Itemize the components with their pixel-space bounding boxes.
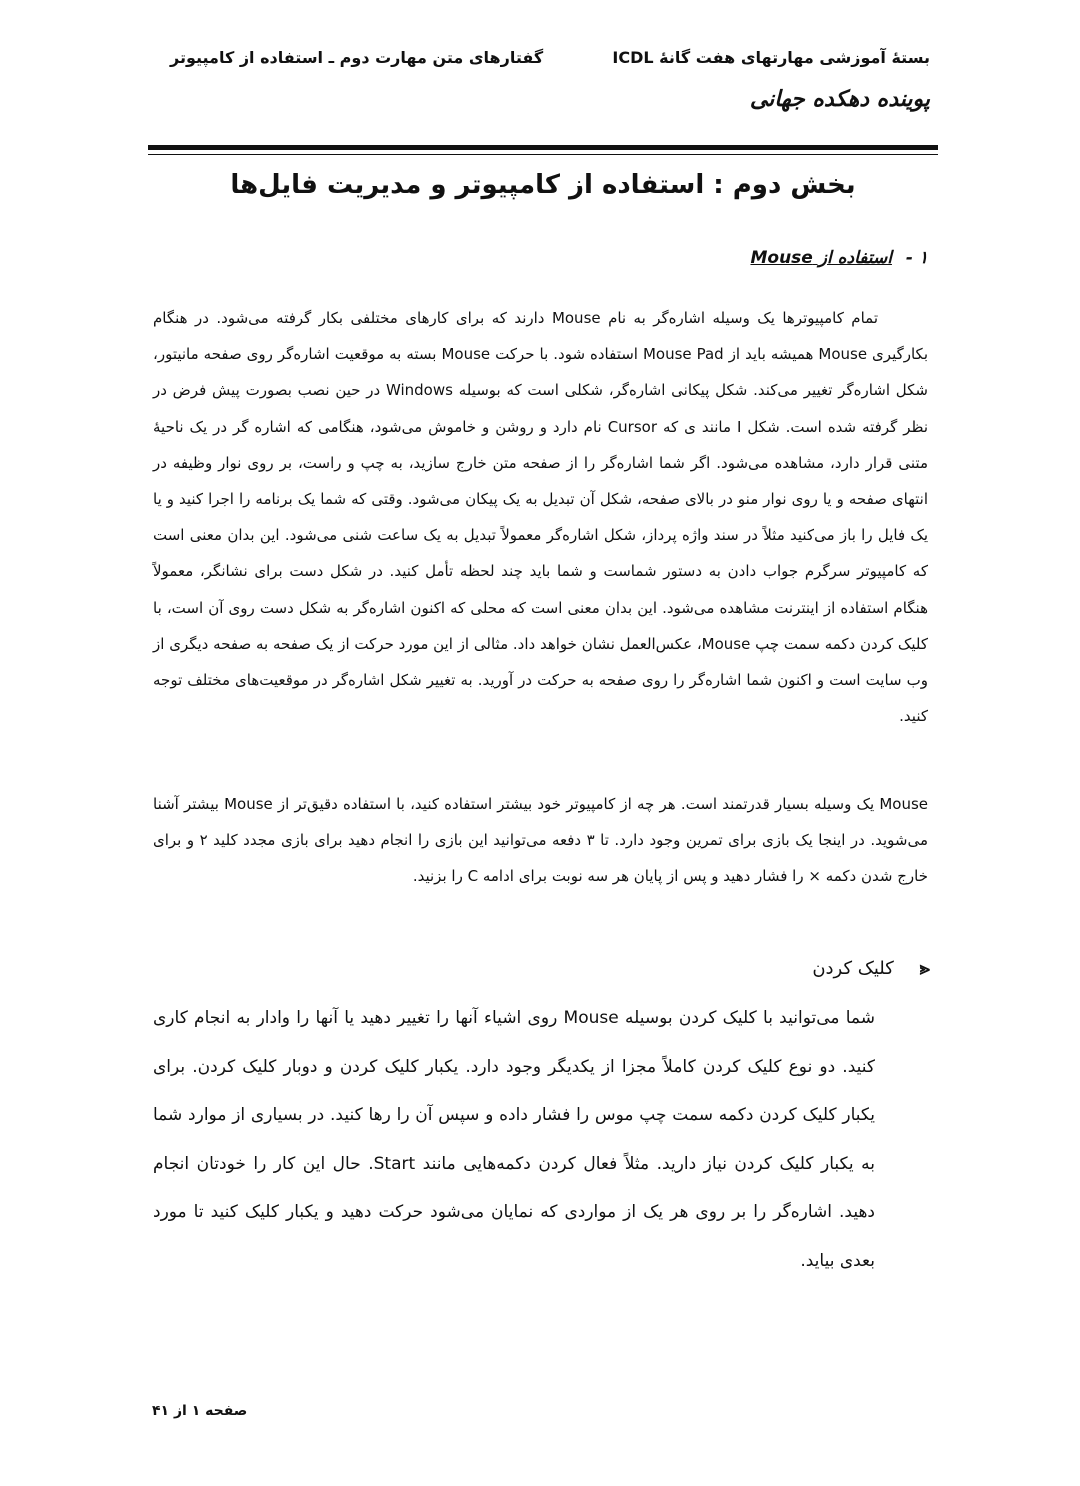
bullet-heading	[812, 958, 930, 979]
header-package-title: بستهٔ آموزشی مهارتهای هفت گانهٔ ICDL	[612, 48, 930, 67]
subsection-heading	[750, 248, 928, 268]
bullet-heading-text: کلیک کردن	[812, 958, 894, 979]
paragraph-mouse-intro: تمام کامپیوترها یک وسیله اشاره‌گر به نام Mouse دارند که برای کارهای مختلفی بکار گرفته می‌شود. در هنگام بکارگیری Mouse همیشه باید از Mouse Pad استفاده شود. با حرکت Mouse بسته به موقعیت اشاره‌گر روی صفحه مانیتور، شکل اشاره‌گر تغییر می‌کند. شکل پیکانی اشاره‌گر، شکلی است که بوسیله Windows در حین نصب بصورت پیش فرض در نظر گرفته شده است. شکل I مانند ی که Cursor نام دارد و روشن و خاموش می‌شود، هنگامی که اشاره گر در یک ناحیهٔ متنی قرار دارد، مشاهده می‌شود. اگر شما اشاره‌گر را از صفحه متن خارج سازید، به چپ و راست، بر روی نوار وظیفه در انتهای صفحه و یا روی نوار منو در بالای صفحه، شکل آن تبدیل به یک پیکان می‌شود. وقتی که شما یک برنامه را اجرا کنید و یا یک فایل را باز می‌کنید مثلاً در سند واژه پرداز، شکل اشاره‌گر معمولاً تبدیل به یک ساعت شنی می‌شود. این بدان معنی است که کامپیوتر سرگرم جواب دادن به دستور شماست و شما باید چند لحظه تأمل کنید. در شکل دست برای نشانگر، معمولاً هنگام استفاده از اینترنت مشاهده می‌شود. این بدان معنی است که محلی که اکنون اشاره‌گر به شکل دست روی آن است، با کلیک کردن دکمه سمت چپ Mouse، عکس‌العمل نشان خواهد داد. مثالی از این مورد حرکت از یک صفحه به صفحه دیگری از وب سایت است و اکنون شما اشاره‌گر را روی صفحه به حرکت در آورید. به تغییر شکل اشاره‌گر در موقعیت‌های مختلف توجه کنید.	[153, 309, 929, 726]
header-divider-thin	[148, 154, 938, 155]
arrowhead-bullet-icon: ⪡	[919, 958, 930, 979]
section-title: بخش دوم : استفاده از کامپیوتر و مدیریت فایل‌ها	[230, 170, 856, 200]
header-lecture-title: گفتارهای متن مهارت دوم ـ استفاده از کامپیوتر	[170, 48, 544, 67]
header-brand: پوینده دهکده جهانی	[749, 86, 930, 112]
page-number: صفحه ۱ از ۴۱	[152, 1403, 248, 1419]
subsection-number: ۱ -	[905, 248, 928, 268]
paragraph-clicking: شما می‌توانید با کلیک کردن بوسیله Mouse روی اشیاء آنها را تغییر دهید یا آنها را وادار به انجام کاری کنید. دو نوع کلیک کردن کاملاً مجزا از یکدیگر وجود دارد. یکبار کلیک کردن و دوبار کلیک کردن. برای یکبار کلیک کردن دکمه سمت چپ موس را فشار داده و سپس آن را رها کنید. در بسیاری از موارد شما به یکبار کلیک کردن نیاز دارید. مثلاً فعال کردن دکمه‌هایی مانند Start. حال این کار را خودتان انجام دهید. اشاره‌گر را بر روی هر یک از مواردی که نمایان می‌شود حرکت دهید و یکبار کلیک کنید تا مورد بعدی بیاید.	[153, 1008, 876, 1271]
subsection-title: استفاده از Mouse	[750, 248, 892, 268]
header-divider-thick	[148, 145, 938, 150]
paragraph-mouse-game: Mouse یک وسیله بسیار قدرتمند است. هر چه از کامپیوتر خود بیشتر استفاده کنید، با استفاده دقیق‌تر از Mouse بیشتر آشنا می‌شوید. در اینجا یک بازی برای تمرین وجود دارد. تا ۳ دفعه می‌توانید این بازی را انجام دهید برای بازی مجدد کلید ۲ و برای خارج شدن دکمه × را فشار دهید و پس از پایان هر سه نوبت برای ادامه C را بزنید.	[153, 795, 929, 886]
